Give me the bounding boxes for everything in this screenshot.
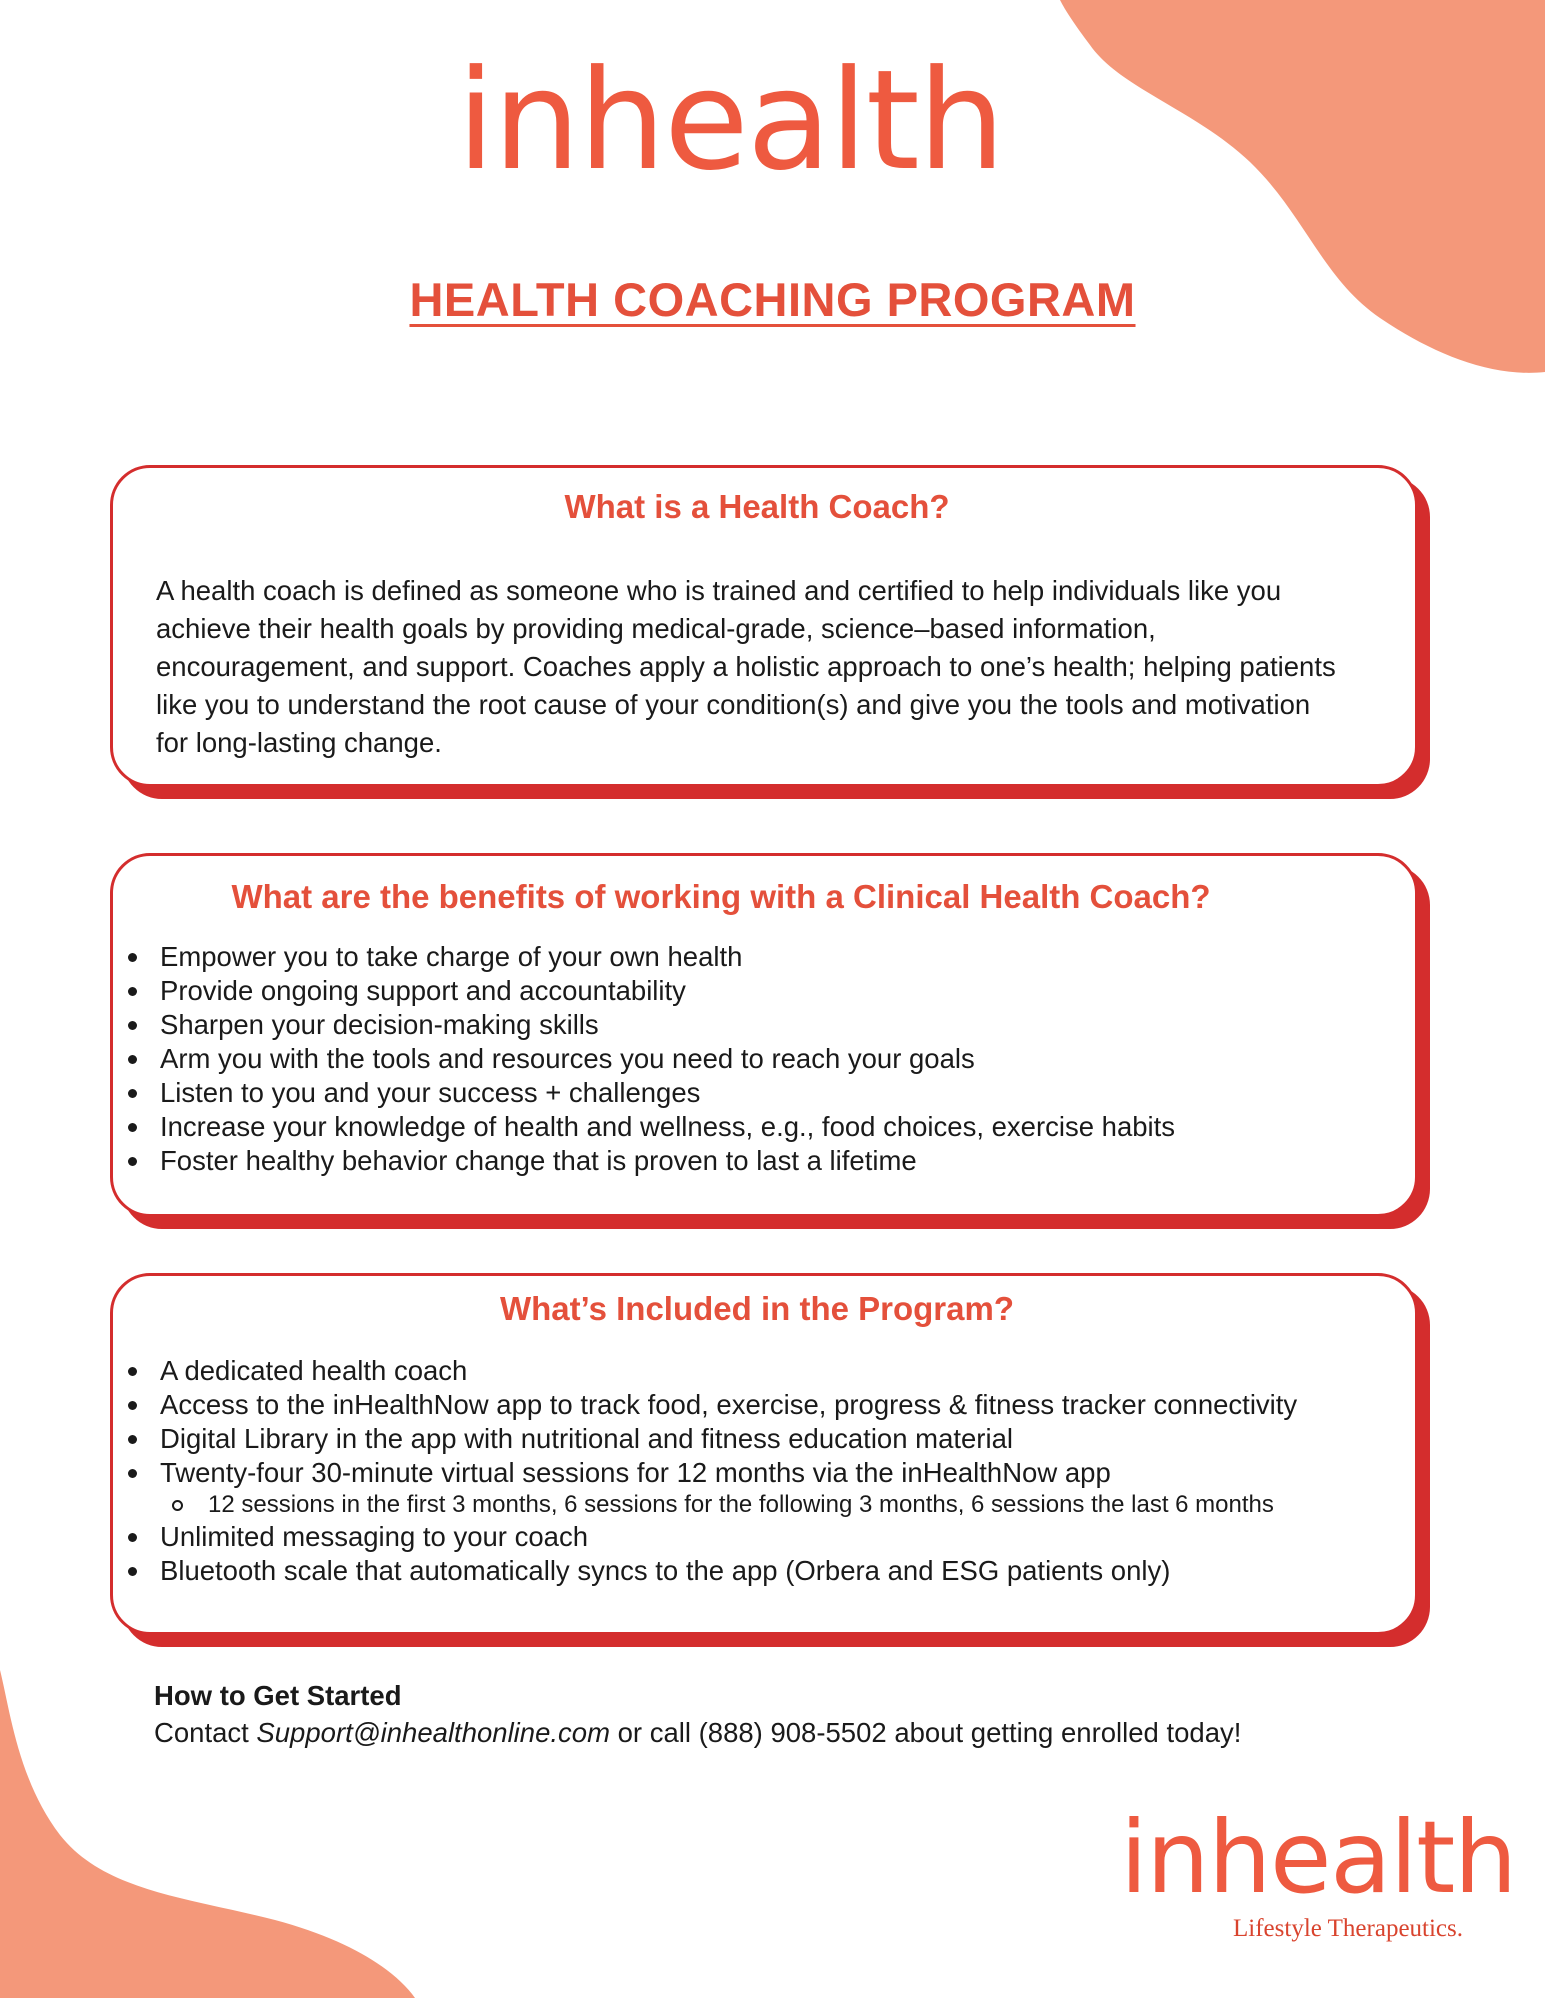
health-coach-description: A health coach is defined as someone who is trained and certified to help individuals like you achieve their health goals by providing medical-grade, science–based information, encouragement, and support. Coaches apply a holistic approach to one’s health; helping patients like you to understand the root cause of your condition(s) and give you the tools and motivation for long-lasting change. xyxy=(156,575,1336,758)
footer-tagline: Lifestyle Therapeutics. xyxy=(1233,1915,1464,1942)
sub-list-item: 12 sessions in the first 3 months, 6 sessions for the following 3 months, 6 sessions the last 6 months xyxy=(108,1490,1415,1520)
brand-logo: inhealth xyxy=(456,40,1004,201)
benefits-list xyxy=(108,940,1415,1178)
list-item: Access to the inHealthNow app to track food, exercise, progress & fitness tracker connectivity xyxy=(108,1388,1415,1422)
get-started-heading: How to Get Started xyxy=(154,1680,402,1711)
get-started-section xyxy=(154,1677,1241,1751)
list-item: Provide ongoing support and accountability xyxy=(108,974,1415,1008)
list-item: Foster healthy behavior change that is proven to last a lifetime xyxy=(108,1144,1415,1178)
benefits-heading: What are the benefits of working with a Clinical Health Coach? xyxy=(231,878,1211,915)
list-item: Increase your knowledge of health and wellness, e.g., food choices, exercise habits xyxy=(108,1110,1415,1144)
list-item: Bluetooth scale that automatically syncs to the app (Orbera and ESG patients only) xyxy=(108,1554,1415,1588)
contact-suffix: or call (888) 908-5502 about getting enrolled today! xyxy=(609,1717,1242,1748)
included-heading: What’s Included in the Program? xyxy=(500,1290,1014,1327)
page-title: HEALTH COACHING PROGRAM xyxy=(409,273,1136,326)
footer-logo: inhealth xyxy=(1120,1799,1516,1916)
list-item: Listen to you and your success + challenges xyxy=(108,1076,1415,1110)
list-item: A dedicated health coach xyxy=(108,1354,1415,1388)
list-item: Digital Library in the app with nutritional and fitness education material xyxy=(108,1422,1415,1456)
support-email-link[interactable]: Support@inhealthonline.com xyxy=(256,1717,610,1748)
included-list xyxy=(108,1354,1415,1588)
list-item: Arm you with the tools and resources you need to reach your goals xyxy=(108,1042,1415,1076)
health-coach-card xyxy=(110,465,1418,787)
list-item: Twenty-four 30-minute virtual sessions for 12 months via the inHealthNow app xyxy=(108,1456,1415,1490)
list-item: Unlimited messaging to your coach xyxy=(108,1520,1415,1554)
included-card xyxy=(110,1273,1418,1635)
contact-prefix: Contact xyxy=(154,1717,257,1748)
contact-line xyxy=(154,1714,1241,1751)
benefits-card xyxy=(110,853,1418,1217)
list-item: Sharpen your decision-making skills xyxy=(108,1008,1415,1042)
list-item: Empower you to take charge of your own health xyxy=(108,940,1415,974)
health-coach-heading: What is a Health Coach? xyxy=(564,488,950,525)
